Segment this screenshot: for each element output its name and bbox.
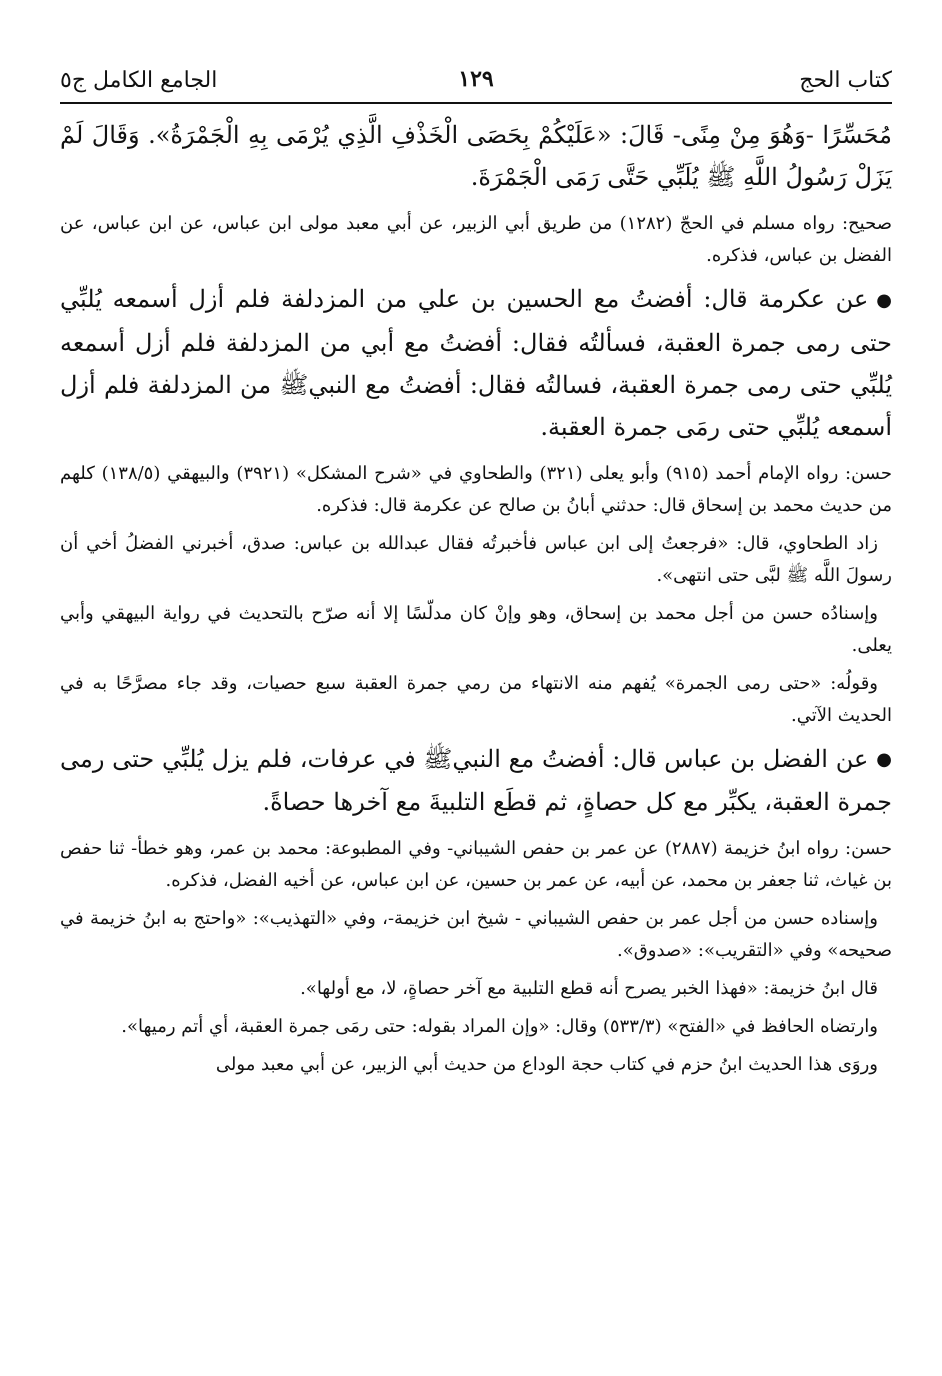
takhrij-note: حسن: رواه ابنُ خزيمة (٢٨٨٧) عن عمر بن حفص الشيباني- وفي المطبوعة: محمد بن عمر، وهو خطأ- ثنا حفص بن غياث، ثنا جعفر بن محمد، عن أبيه، عن عمر بن حسين، عن ابن عباس، عن أخيه الفضل، فذكره.: [60, 838, 893, 891]
commentary-note: وارتضاه الحافظ في «الفتح» (٥٣٣/٣) وقال: «وإن المراد بقوله: حتى رمَى جمرة العقبة، أي أتم رميها».: [121, 1016, 878, 1037]
takhrij-note: صحيح: رواه مسلم في الحجّ (١٢٨٢) من طريق أبي الزبير، عن أبي معبد مولى ابن عباس، عن ابن عباس، عن الفضل بن عباس، فذكره.: [60, 213, 893, 266]
bullet-icon: ●: [876, 289, 892, 311]
page-header: [60, 62, 892, 104]
page-number: ١٢٩: [458, 66, 494, 92]
hadith-text: مُحَسِّرًا -وَهُوَ مِنْ مِنًى- قَالَ: «عَلَيْكُمْ بِحَصَى الْخَذْفِ الَّذِي يُرْمَى بِهِ الْجَمْرَةُ». وَقَالَ لَمْ يَزَلْ رَسُولُ اللَّهِ ﷺ يُلَبِّي حَتَّى رَمَى الْجَمْرَةَ.: [60, 121, 892, 191]
takhrij-note: حسن: رواه الإمام أحمد (٩١٥) وأبو يعلى (٣٢١) والطحاوي في «شرح المشكل» (٣٩٢١) والبيهقي (١٣٨/٥) كلهم من حديث محمد بن إسحاق قال: حدثني أبانُ بن صالح عن عكرمة قال: فذكره.: [60, 462, 892, 516]
hadith-text: [60, 278, 892, 448]
page-body: [60, 114, 892, 1087]
book-title: الجامع الكامل ج٥: [60, 68, 218, 93]
book-section-title: كتاب الحج: [799, 68, 892, 93]
bullet-icon: ●: [876, 749, 892, 770]
commentary-note: وإسناده حسن من أجل عمر بن حفص الشيباني - شيخ ابن خزيمة-، وفي «التهذيب»: «واحتج به ابنُ خزيمة في صحيحه» وفي «التقريب»: «صدوق».: [60, 908, 892, 961]
hadith-text: [60, 738, 892, 824]
commentary-note: وقولُه: «حتى رمى الجمرة» يُفهم منه الانتهاء من رمي جمرة العقبة سبع حصيات، وقد جاء مصرَّحًا به في الحديث الآتي.: [60, 672, 892, 726]
hadith-body: عن الفضل بن عباس قال: أفضتُ مع النبيﷺ في عرفات، فلم يزل يُلبِّي حتى رمى جمرة العقبة، يكبِّر مع كل حصاةٍ، ثم قطَع التلبيةَ مع آخرها حصاةً.: [60, 744, 892, 816]
commentary-note: وروَى هذا الحديث ابنُ حزم في كتاب حجة الوداع من حديث أبي الزبير، عن أبي معبد مولى: [215, 1054, 878, 1075]
commentary-note: زاد الطحاوي، قال: «فرجعتُ إلى ابن عباس فأخبرتُه فقال عبدالله بن عباس: صدق، أخبرني الفضلُ أخي أن رسولَ اللَّه ﷺ لبَّى حتى انتهى».: [60, 532, 892, 586]
commentary-note: وإسنادُه حسن من أجل محمد بن إسحاق، وهو وإنْ كان مدلّسًا إلا أنه صرّح بالتحديث في رواية البيهقي وأبي يعلى.: [60, 602, 892, 656]
hadith-body: عن عكرمة قال: أفضتُ مع الحسين بن علي من المزدلفة فلم أزل أسمعه يُلبِّي حتى رمى جمرة العقبة، فسألتُه فقال: أفضتُ مع أبي من المزدلفة فلم أزل أسمعه يُلبِّي حتى رمى جمرة العقبة، فسالتُه فقال: أفضتُ مع النبيﷺ من المزدلفة فلم أزل أسمعه يُلبِّي حتى رمَى جمرة العقبة.: [60, 285, 892, 441]
commentary-note: قال ابنُ خزيمة: «فهذا الخبر يصرح أنه قطع التلبية مع آخر حصاةٍ، لا، مع أولها».: [300, 978, 878, 999]
